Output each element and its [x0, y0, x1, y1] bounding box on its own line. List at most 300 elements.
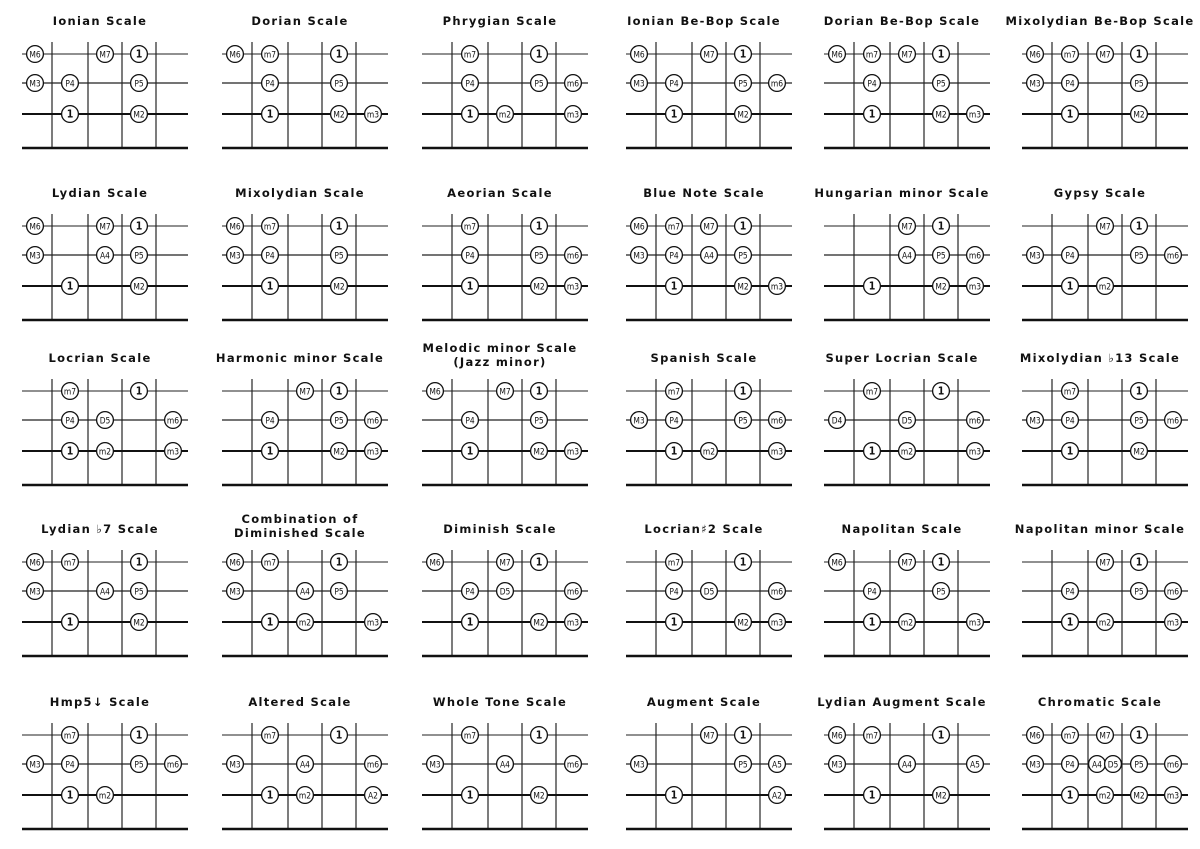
- note-dot: [97, 583, 114, 600]
- svg-text:D4: D4: [831, 415, 843, 426]
- svg-text:M2: M2: [133, 281, 145, 292]
- note-dot: [331, 583, 348, 600]
- svg-text:P5: P5: [738, 759, 748, 770]
- note-dot: [227, 46, 244, 63]
- note-dot: [1131, 443, 1148, 460]
- scale-title-line: Melodic minor Scale: [422, 341, 578, 355]
- svg-text:m6: m6: [566, 250, 580, 261]
- note-dot: [297, 583, 314, 600]
- svg-text:m2: m2: [1098, 617, 1112, 628]
- note-dot: [933, 75, 950, 92]
- svg-text:M3: M3: [29, 586, 41, 597]
- note-dot: [829, 727, 846, 744]
- svg-text:M6: M6: [831, 557, 843, 568]
- svg-text:P4: P4: [465, 415, 475, 426]
- scale-title-line: Altered Scale: [248, 695, 352, 709]
- svg-text:m2: m2: [900, 446, 914, 457]
- note-dot: [1097, 46, 1114, 63]
- svg-text:1: 1: [66, 445, 74, 458]
- note-dot: [297, 756, 314, 773]
- svg-text:1: 1: [937, 48, 945, 61]
- note-dot: [1027, 727, 1044, 744]
- svg-text:m3: m3: [770, 617, 784, 628]
- root-note-dot: [62, 443, 79, 460]
- note-dot: [899, 614, 916, 631]
- svg-text:m2: m2: [298, 790, 312, 801]
- svg-text:M2: M2: [133, 617, 145, 628]
- svg-text:M3: M3: [633, 78, 645, 89]
- root-note-dot: [1062, 443, 1079, 460]
- note-dot: [967, 443, 984, 460]
- svg-text:m3: m3: [366, 446, 380, 457]
- note-dot: [735, 278, 752, 295]
- svg-text:m7: m7: [63, 557, 77, 568]
- root-note-dot: [933, 727, 950, 744]
- svg-text:A2: A2: [772, 790, 782, 801]
- note-dot: [62, 75, 79, 92]
- note-dot: [497, 383, 514, 400]
- svg-text:m2: m2: [1098, 790, 1112, 801]
- root-note-dot: [531, 383, 548, 400]
- fretboard-diagram: [802, 525, 1002, 675]
- svg-text:M3: M3: [229, 759, 241, 770]
- svg-text:1: 1: [937, 385, 945, 398]
- svg-text:M2: M2: [737, 109, 749, 120]
- svg-text:m6: m6: [166, 415, 180, 426]
- note-dot: [933, 106, 950, 123]
- note-dot: [531, 278, 548, 295]
- svg-text:1: 1: [1135, 48, 1143, 61]
- svg-text:D5: D5: [499, 586, 511, 597]
- note-dot: [427, 756, 444, 773]
- note-dot: [933, 247, 950, 264]
- note-dot: [165, 443, 182, 460]
- svg-text:m7: m7: [463, 221, 477, 232]
- svg-text:M7: M7: [1099, 221, 1111, 232]
- note-dot: [769, 614, 786, 631]
- svg-text:M7: M7: [703, 730, 715, 741]
- note-dot: [531, 247, 548, 264]
- note-dot: [1027, 412, 1044, 429]
- svg-text:m3: m3: [968, 109, 982, 120]
- note-dot: [331, 278, 348, 295]
- svg-text:P4: P4: [465, 586, 475, 597]
- note-dot: [462, 218, 479, 235]
- svg-text:M3: M3: [29, 78, 41, 89]
- note-dot: [297, 383, 314, 400]
- note-dot: [967, 756, 984, 773]
- note-dot: [131, 583, 148, 600]
- svg-text:P5: P5: [134, 78, 144, 89]
- svg-text:P4: P4: [669, 78, 679, 89]
- svg-text:1: 1: [670, 616, 678, 629]
- svg-text:m7: m7: [865, 386, 879, 397]
- note-dot: [462, 247, 479, 264]
- svg-text:m3: m3: [566, 617, 580, 628]
- root-note-dot: [531, 554, 548, 571]
- note-dot: [227, 218, 244, 235]
- svg-text:M2: M2: [1133, 109, 1145, 120]
- note-dot: [497, 583, 514, 600]
- note-dot: [899, 443, 916, 460]
- svg-text:P5: P5: [334, 78, 344, 89]
- svg-text:M2: M2: [1133, 446, 1145, 457]
- note-dot: [497, 554, 514, 571]
- svg-text:1: 1: [1066, 280, 1074, 293]
- svg-text:1: 1: [335, 48, 343, 61]
- root-note-dot: [666, 443, 683, 460]
- note-dot: [27, 756, 44, 773]
- svg-text:m6: m6: [968, 415, 982, 426]
- svg-text:m7: m7: [865, 49, 879, 60]
- svg-text:M7: M7: [299, 386, 311, 397]
- svg-text:1: 1: [66, 280, 74, 293]
- note-dot: [531, 412, 548, 429]
- svg-text:P5: P5: [936, 250, 946, 261]
- svg-text:1: 1: [670, 108, 678, 121]
- note-dot: [131, 75, 148, 92]
- svg-text:P5: P5: [534, 415, 544, 426]
- svg-text:m3: m3: [1166, 617, 1180, 628]
- note-dot: [1097, 787, 1114, 804]
- svg-text:P5: P5: [738, 78, 748, 89]
- note-dot: [769, 787, 786, 804]
- fretboard-diagram: [200, 354, 400, 504]
- svg-text:P5: P5: [534, 250, 544, 261]
- note-dot: [666, 218, 683, 235]
- note-dot: [631, 247, 648, 264]
- svg-text:m7: m7: [1063, 386, 1077, 397]
- note-dot: [864, 383, 881, 400]
- note-dot: [1131, 412, 1148, 429]
- svg-text:m7: m7: [667, 221, 681, 232]
- svg-text:1: 1: [466, 280, 474, 293]
- note-dot: [1062, 727, 1079, 744]
- note-dot: [565, 278, 582, 295]
- note-dot: [1062, 383, 1079, 400]
- note-dot: [735, 412, 752, 429]
- svg-text:P4: P4: [1065, 415, 1075, 426]
- svg-text:m3: m3: [566, 446, 580, 457]
- note-dot: [131, 247, 148, 264]
- note-dot: [331, 106, 348, 123]
- note-dot: [1027, 247, 1044, 264]
- scale-title-line: Chromatic Scale: [1037, 695, 1163, 709]
- svg-text:P4: P4: [1065, 586, 1075, 597]
- svg-text:M6: M6: [831, 730, 843, 741]
- note-dot: [1165, 412, 1182, 429]
- svg-text:M6: M6: [29, 557, 41, 568]
- root-note-dot: [331, 554, 348, 571]
- svg-text:1: 1: [868, 445, 876, 458]
- note-dot: [864, 75, 881, 92]
- svg-text:1: 1: [739, 729, 747, 742]
- svg-text:1: 1: [670, 789, 678, 802]
- root-note-dot: [1062, 787, 1079, 804]
- svg-text:M3: M3: [1029, 250, 1041, 261]
- svg-text:M2: M2: [333, 109, 345, 120]
- svg-text:M3: M3: [29, 250, 41, 261]
- note-dot: [297, 614, 314, 631]
- note-dot: [666, 554, 683, 571]
- root-note-dot: [531, 46, 548, 63]
- svg-text:1: 1: [266, 789, 274, 802]
- svg-text:m3: m3: [366, 109, 380, 120]
- root-note-dot: [933, 554, 950, 571]
- note-dot: [1062, 247, 1079, 264]
- svg-text:m3: m3: [968, 617, 982, 628]
- note-dot: [1062, 412, 1079, 429]
- root-note-dot: [131, 554, 148, 571]
- fretboard-diagram: [0, 525, 200, 675]
- svg-text:P5: P5: [1134, 586, 1144, 597]
- note-dot: [769, 583, 786, 600]
- fretboard-diagram: [1000, 525, 1200, 675]
- scale-title-line: Augment Scale: [646, 695, 762, 709]
- svg-text:M6: M6: [29, 221, 41, 232]
- svg-text:m6: m6: [366, 415, 380, 426]
- svg-text:A4: A4: [100, 586, 110, 597]
- svg-text:1: 1: [535, 729, 543, 742]
- note-dot: [531, 787, 548, 804]
- note-dot: [262, 412, 279, 429]
- note-dot: [735, 106, 752, 123]
- svg-text:M6: M6: [29, 49, 41, 60]
- svg-text:m6: m6: [1166, 415, 1180, 426]
- note-dot: [462, 412, 479, 429]
- svg-text:1: 1: [535, 48, 543, 61]
- svg-text:M3: M3: [1029, 78, 1041, 89]
- svg-text:m3: m3: [770, 446, 784, 457]
- scale-title-line: Napolitan Scale: [841, 522, 963, 536]
- svg-text:m7: m7: [1063, 49, 1077, 60]
- root-note-dot: [735, 46, 752, 63]
- note-dot: [365, 756, 382, 773]
- root-note-dot: [131, 46, 148, 63]
- note-dot: [462, 75, 479, 92]
- svg-text:1: 1: [1135, 729, 1143, 742]
- note-dot: [62, 412, 79, 429]
- note-dot: [262, 727, 279, 744]
- note-dot: [227, 554, 244, 571]
- root-note-dot: [666, 787, 683, 804]
- svg-text:m3: m3: [566, 109, 580, 120]
- root-note-dot: [864, 614, 881, 631]
- root-note-dot: [62, 106, 79, 123]
- note-dot: [701, 583, 718, 600]
- note-dot: [1097, 218, 1114, 235]
- note-dot: [1131, 583, 1148, 600]
- svg-text:P4: P4: [65, 78, 75, 89]
- svg-text:m6: m6: [1166, 250, 1180, 261]
- note-dot: [165, 756, 182, 773]
- fretboard-diagram: [1000, 189, 1200, 339]
- svg-text:A5: A5: [772, 759, 782, 770]
- svg-text:M2: M2: [737, 281, 749, 292]
- fretboard-diagram: [802, 698, 1002, 848]
- note-dot: [297, 787, 314, 804]
- note-dot: [1027, 756, 1044, 773]
- note-dot: [631, 75, 648, 92]
- svg-text:m3: m3: [166, 446, 180, 457]
- svg-text:P4: P4: [465, 250, 475, 261]
- note-dot: [933, 787, 950, 804]
- svg-text:P5: P5: [134, 250, 144, 261]
- svg-text:M7: M7: [703, 221, 715, 232]
- svg-text:m7: m7: [63, 386, 77, 397]
- svg-text:m2: m2: [298, 617, 312, 628]
- note-dot: [462, 727, 479, 744]
- scale-title-line: Gypsy Scale: [1053, 186, 1147, 200]
- svg-text:M2: M2: [533, 446, 545, 457]
- svg-text:A4: A4: [500, 759, 510, 770]
- svg-text:P4: P4: [465, 78, 475, 89]
- svg-text:1: 1: [66, 616, 74, 629]
- svg-text:P4: P4: [1065, 78, 1075, 89]
- svg-text:1: 1: [135, 729, 143, 742]
- svg-text:M3: M3: [633, 250, 645, 261]
- svg-text:M7: M7: [1099, 49, 1111, 60]
- note-dot: [967, 412, 984, 429]
- note-dot: [1097, 278, 1114, 295]
- scale-title-line: Lydian Augment Scale: [817, 695, 987, 709]
- root-note-dot: [62, 278, 79, 295]
- root-note-dot: [735, 727, 752, 744]
- scale-title-line: Mixolydian Scale: [235, 186, 365, 200]
- svg-text:1: 1: [1066, 789, 1074, 802]
- svg-text:1: 1: [868, 108, 876, 121]
- svg-text:M6: M6: [429, 386, 441, 397]
- note-dot: [631, 46, 648, 63]
- note-dot: [1131, 787, 1148, 804]
- svg-text:1: 1: [868, 789, 876, 802]
- note-dot: [62, 554, 79, 571]
- note-dot: [1062, 583, 1079, 600]
- svg-text:m6: m6: [770, 415, 784, 426]
- svg-text:M6: M6: [831, 49, 843, 60]
- svg-text:D5: D5: [901, 415, 913, 426]
- svg-text:1: 1: [535, 556, 543, 569]
- note-dot: [1131, 106, 1148, 123]
- fretboard-diagram: [200, 189, 400, 339]
- svg-text:A4: A4: [902, 250, 912, 261]
- svg-text:m6: m6: [968, 250, 982, 261]
- note-dot: [631, 756, 648, 773]
- fretboard-diagram: [0, 189, 200, 339]
- note-dot: [864, 583, 881, 600]
- root-note-dot: [735, 383, 752, 400]
- root-note-dot: [1062, 614, 1079, 631]
- scale-title-line: Aeorian Scale: [447, 186, 553, 200]
- svg-text:P5: P5: [134, 759, 144, 770]
- scale-title-line: Phrygian Scale: [442, 14, 558, 28]
- svg-text:M6: M6: [229, 557, 241, 568]
- note-dot: [97, 247, 114, 264]
- note-dot: [227, 583, 244, 600]
- svg-text:P5: P5: [936, 78, 946, 89]
- svg-text:m6: m6: [1166, 586, 1180, 597]
- svg-text:M3: M3: [1029, 415, 1041, 426]
- scale-title-line: Diminished Scale: [233, 526, 366, 540]
- svg-text:M2: M2: [133, 109, 145, 120]
- svg-text:P5: P5: [134, 586, 144, 597]
- svg-text:1: 1: [266, 280, 274, 293]
- root-note-dot: [864, 443, 881, 460]
- svg-text:P4: P4: [867, 586, 877, 597]
- note-dot: [27, 46, 44, 63]
- svg-text:m7: m7: [63, 730, 77, 741]
- svg-text:1: 1: [535, 220, 543, 233]
- svg-text:1: 1: [335, 385, 343, 398]
- svg-text:1: 1: [466, 445, 474, 458]
- note-dot: [131, 756, 148, 773]
- scale-title-line: Napolitan minor Scale: [1014, 522, 1186, 536]
- svg-text:1: 1: [739, 48, 747, 61]
- note-dot: [331, 443, 348, 460]
- svg-text:M7: M7: [99, 49, 111, 60]
- root-note-dot: [666, 614, 683, 631]
- svg-text:1: 1: [868, 280, 876, 293]
- svg-text:m6: m6: [1166, 759, 1180, 770]
- svg-text:A4: A4: [1092, 759, 1102, 770]
- svg-text:M2: M2: [935, 109, 947, 120]
- note-dot: [97, 787, 114, 804]
- note-dot: [62, 727, 79, 744]
- note-dot: [531, 614, 548, 631]
- scale-title-line: Combination of: [241, 512, 359, 526]
- svg-text:P5: P5: [738, 415, 748, 426]
- svg-text:M2: M2: [533, 617, 545, 628]
- svg-text:m7: m7: [463, 730, 477, 741]
- svg-text:1: 1: [135, 220, 143, 233]
- note-dot: [565, 247, 582, 264]
- svg-text:M6: M6: [1029, 49, 1041, 60]
- note-dot: [631, 218, 648, 235]
- root-note-dot: [1131, 383, 1148, 400]
- svg-text:D5: D5: [703, 586, 715, 597]
- root-note-dot: [1062, 278, 1079, 295]
- root-note-dot: [262, 106, 279, 123]
- svg-text:m3: m3: [968, 281, 982, 292]
- note-dot: [165, 412, 182, 429]
- root-note-dot: [1062, 106, 1079, 123]
- root-note-dot: [735, 554, 752, 571]
- scale-title-line: Lydian Scale: [51, 186, 149, 200]
- fretboard-diagram: [802, 189, 1002, 339]
- svg-text:M3: M3: [229, 586, 241, 597]
- svg-text:P4: P4: [669, 415, 679, 426]
- root-note-dot: [864, 787, 881, 804]
- note-dot: [701, 443, 718, 460]
- note-dot: [565, 443, 582, 460]
- svg-text:M3: M3: [29, 759, 41, 770]
- note-dot: [1027, 46, 1044, 63]
- note-dot: [531, 443, 548, 460]
- svg-text:P4: P4: [265, 415, 275, 426]
- svg-text:m3: m3: [968, 446, 982, 457]
- svg-text:M7: M7: [499, 557, 511, 568]
- svg-text:1: 1: [335, 556, 343, 569]
- svg-text:m6: m6: [366, 759, 380, 770]
- fretboard-diagram: [0, 354, 200, 504]
- svg-text:P5: P5: [334, 250, 344, 261]
- svg-text:P5: P5: [534, 78, 544, 89]
- svg-text:D5: D5: [1107, 759, 1119, 770]
- note-dot: [131, 614, 148, 631]
- svg-text:1: 1: [1066, 108, 1074, 121]
- svg-text:M6: M6: [1029, 730, 1041, 741]
- note-dot: [27, 583, 44, 600]
